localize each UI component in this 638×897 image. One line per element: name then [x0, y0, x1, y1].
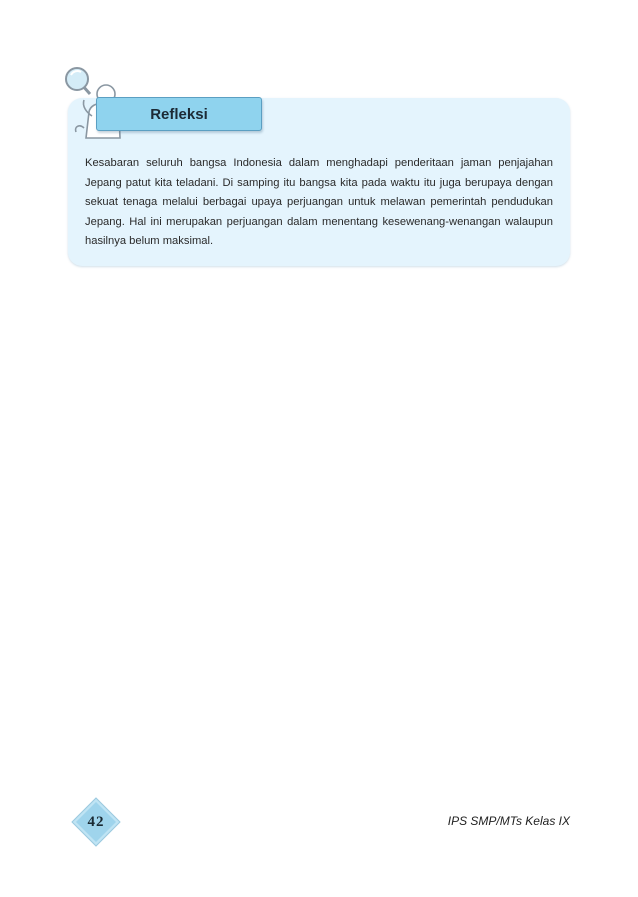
reflection-text: Kesabaran seluruh bangsa Indonesia dalam menghadapi penderitaan jaman penjajahan Jepang patut kita teladani. Di samping itu bangsa kita pada waktu itu juga berupaya dengan sekuat tenaga melalui berbagai upaya perjuangan untuk melawan pemerintah pendudukan Jepang. Hal ini merupakan perjuangan dalam menentang kesewenang-wenangan walaupun hasilnya belum maksimal.	[85, 157, 553, 248]
running-footer: IPS SMP/MTs Kelas IX	[447, 814, 570, 828]
page-number: 42	[87, 813, 105, 830]
reflection-title: Refleksi	[96, 97, 262, 131]
